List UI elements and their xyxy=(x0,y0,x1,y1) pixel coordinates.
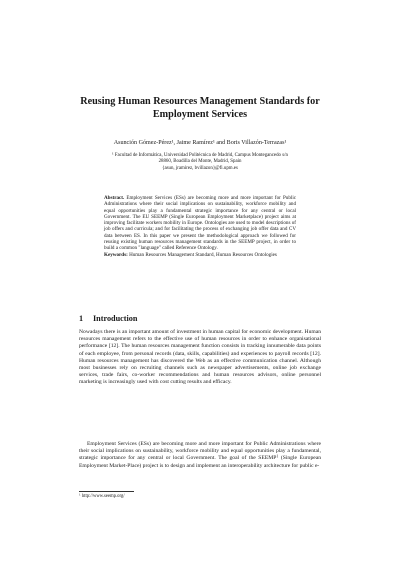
section-number: 1 xyxy=(79,314,84,323)
affiliation-line-2: 28860, Boadilla del Monte, Madrid, Spain xyxy=(158,159,242,165)
footnote-divider xyxy=(79,491,134,492)
body-paragraph-1: Nowadays there is an important amount of investment in human capital for economic development. Human resources management refers to the effective use of human resources in order to enhance organisational performance [12]. The human resources management function consists in tracking innumerable data points of each employee, from personal records (data, skills, capabilities) and experiences to payroll records [12]. Human resources management has discovered the Web as an effective communication channel. Although most businesses rely on recruiting channels such as newspaper advertisements, online job exchange services, trade fairs, co-worker recommendations and human resources advisors, online personnel marketing is increasingly used with cost cutting results and efficacy. xyxy=(79,329,321,386)
footnote-mark: 1 xyxy=(79,492,81,497)
affiliation-emails: {asun, jramirez, bvillazon}@fi.upm.es xyxy=(162,165,238,171)
paper-title: Reusing Human Resources Management Standards for Employment Services xyxy=(80,96,320,120)
body-paragraph-2 xyxy=(79,441,321,470)
keywords xyxy=(104,252,296,258)
paragraph-2-text-end: (Single European Employment Market-Place) project is to design and implement an interoperability architecture for public e- xyxy=(79,455,321,469)
abstract-label: Abstract. xyxy=(104,195,125,201)
author-list: Asunción Gómez-Pérez¹, Jaime Ramírez¹ and Boris Villazón-Terrazas¹ xyxy=(113,140,287,146)
abstract xyxy=(104,195,296,252)
paragraph-2-text-start: Employment Services (ESs) are becoming more and more important for Public Administrations where their social implications on sustainability, workforce mobility and equal opportunities play a fundamental, strategic importance for any central or local Government. The goal of the SEEMP xyxy=(79,441,321,462)
footnote-reference: 1 xyxy=(276,454,279,459)
section-title: Introduction xyxy=(93,314,138,323)
keywords-label: Keywords: xyxy=(104,252,128,258)
affiliation-line-1: ¹ Facultad de Informática, Universidad Politécnica de Madrid, Campus Montegancedo s/n xyxy=(112,153,288,158)
section-heading xyxy=(79,314,137,324)
keywords-text: Human Resources Management Standard, Human Resources Ontologies xyxy=(129,252,277,258)
affiliation xyxy=(60,153,340,172)
abstract-text: Employment Services (ESs) are becoming more and more important for Public Administrations where their social implications on sustainability, workforce mobility and equal opportunities play a fundamental strategic importance for any central or local Government. The EU SEEMP (Single European Employment Marketplace) project aims at improving facilitate workers mobility in Europe. Ontologies are used to model descriptions of job offers and curricula; and for facilitating the process of exchanging job offer data and CV data between ES. In this paper we present the methodological approach we followed for reusing existing human resources management standards in the SEEMP project, in order to build a common "language" called Reference Ontology. xyxy=(104,195,296,252)
footnote-link[interactable]: http://www.seemp.org/ xyxy=(81,494,125,499)
footnote xyxy=(79,494,125,500)
